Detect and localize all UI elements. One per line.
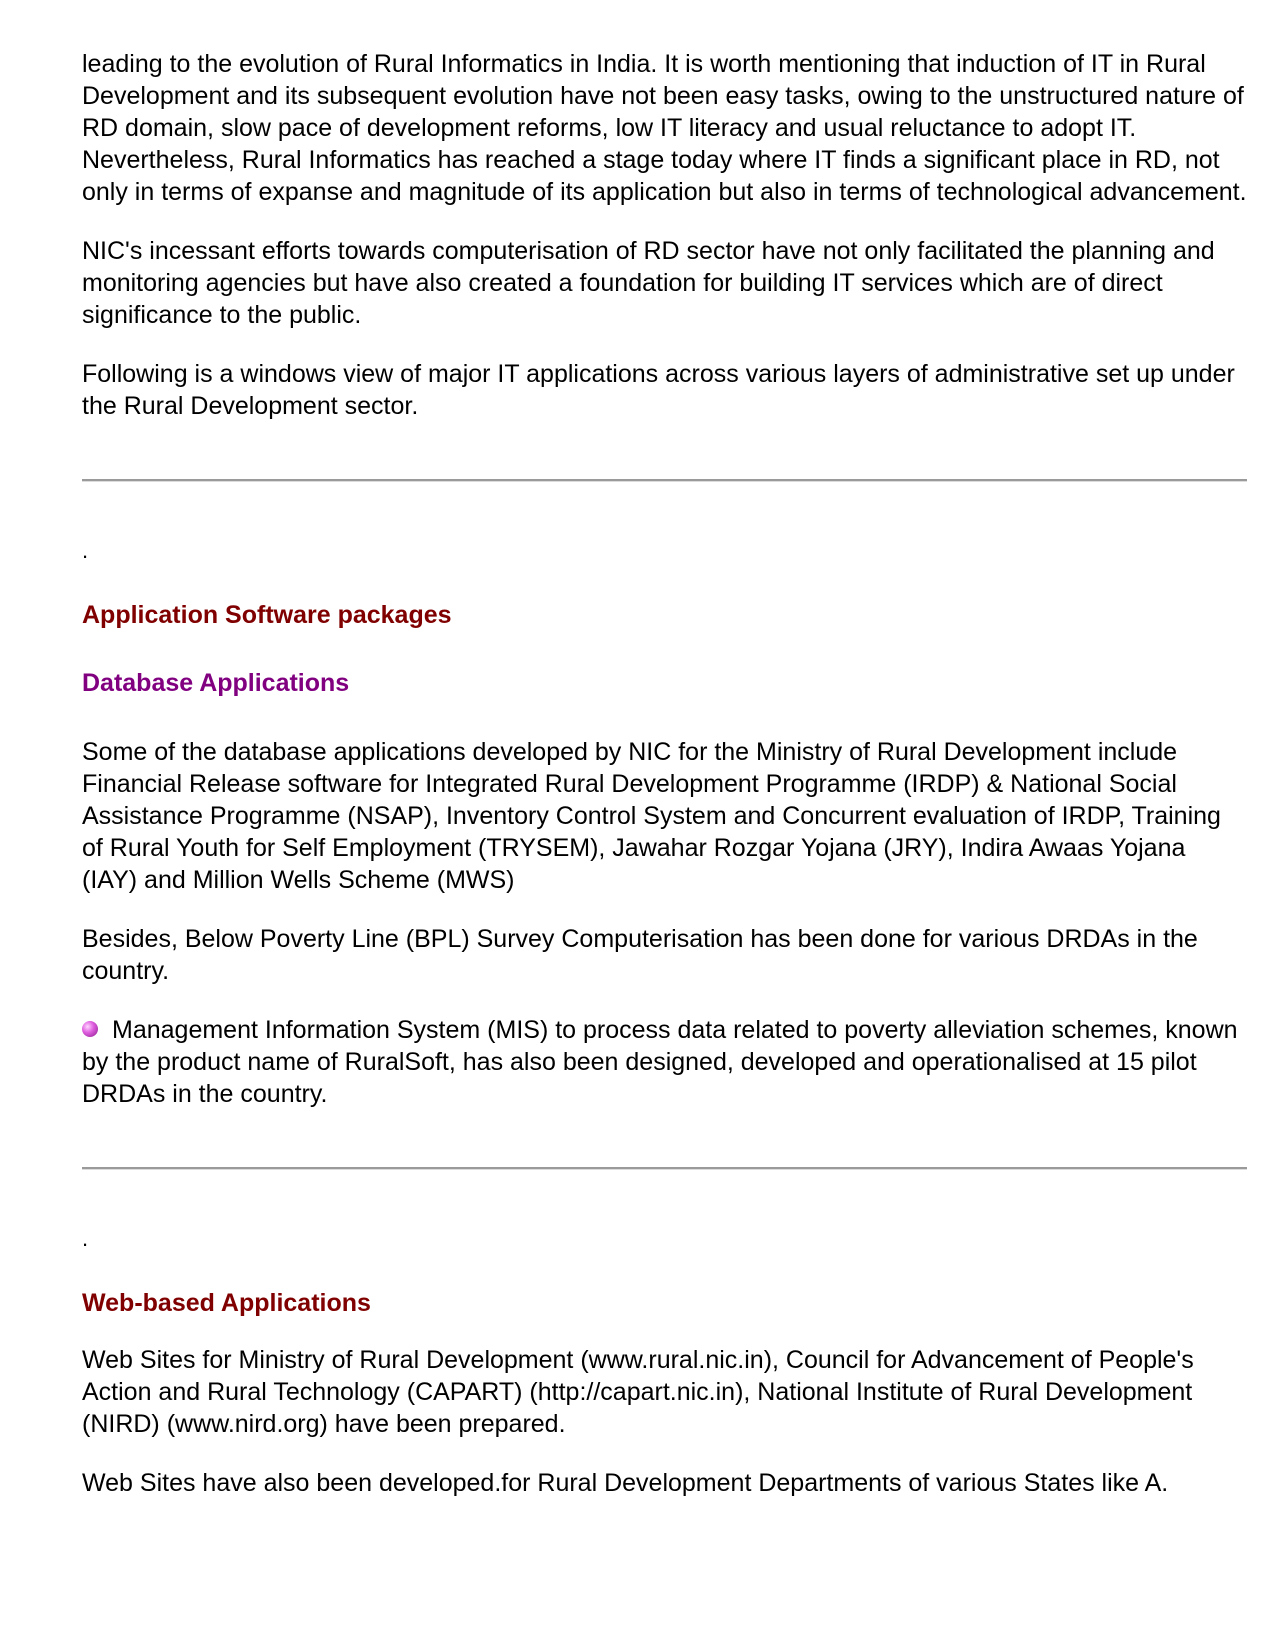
intro-paragraph-1: leading to the evolution of Rural Informatics in India. It is worth mentioning that induction of IT in Rural Development and its subsequent evolution have not been easy tasks, owing to the unstructured nature of RD domain, slow pace of development reforms, low IT literacy and usual reluctance to adopt IT. Nevertheless, Rural Informatics has reached a stage today where IT finds a significant place in RD, not only in terms of expanse and magnitude of its application but also in terms of technological advancement.	[82, 50, 1247, 206]
web-sites-paragraph: Web Sites for Ministry of Rural Development (www.rural.nic.in), Council for Advancement of People's Action and Rural Technology (CAPART) (http://capart.nic.in), National Institute of Rural Development (NIRD) (www.nird.org) have been prepared.	[82, 1346, 1194, 1438]
bpl-survey-paragraph: Besides, Below Poverty Line (BPL) Survey Computerisation has been done for various DRDAs in the country.	[82, 925, 1198, 985]
purple-ball-bullet-icon	[82, 1021, 98, 1037]
web-based-applications-heading: Web-based Applications	[82, 1289, 371, 1317]
database-applications-subheading: Database Applications	[82, 669, 350, 697]
section-anchor-marker: .	[82, 538, 89, 563]
state-web-sites-paragraph: Web Sites have also been developed.for Rural Development Departments of various States like A.	[82, 1469, 1169, 1497]
intro-paragraph-2: NIC's incessant efforts towards computerisation of RD sector have not only facilitated the planning and monitoring agencies but have also created a foundation for building IT services which are of direct significance to the public.	[82, 237, 1215, 329]
document-page	[82, 48, 1247, 1526]
mis-bullet-text: Management Information System (MIS) to process data related to poverty alleviation schemes, known by the product name of RuralSoft, has also been designed, developed and operationalised at 15 pilot DRDAs in the country.	[82, 1016, 1238, 1108]
mis-bullet-item	[82, 1014, 1247, 1110]
database-apps-paragraph: Some of the database applications developed by NIC for the Ministry of Rural Development include Financial Release software for Integrated Rural Development Programme (IRDP) & National Social Assistance Programme (NSAP), Inventory Control System and Concurrent evaluation of IRDP, Training of Rural Youth for Self Employment (TRYSEM), Jawahar Rozgar Yojana (JRY), Indira Awaas Yojana (IAY) and Million Wells Scheme (MWS)	[82, 738, 1221, 894]
intro-paragraph-3: Following is a windows view of major IT applications across various layers of administrative set up under the Rural Development sector.	[82, 360, 1235, 420]
application-software-heading: Application Software packages	[82, 601, 452, 629]
section-anchor-marker-2: .	[82, 1226, 89, 1251]
